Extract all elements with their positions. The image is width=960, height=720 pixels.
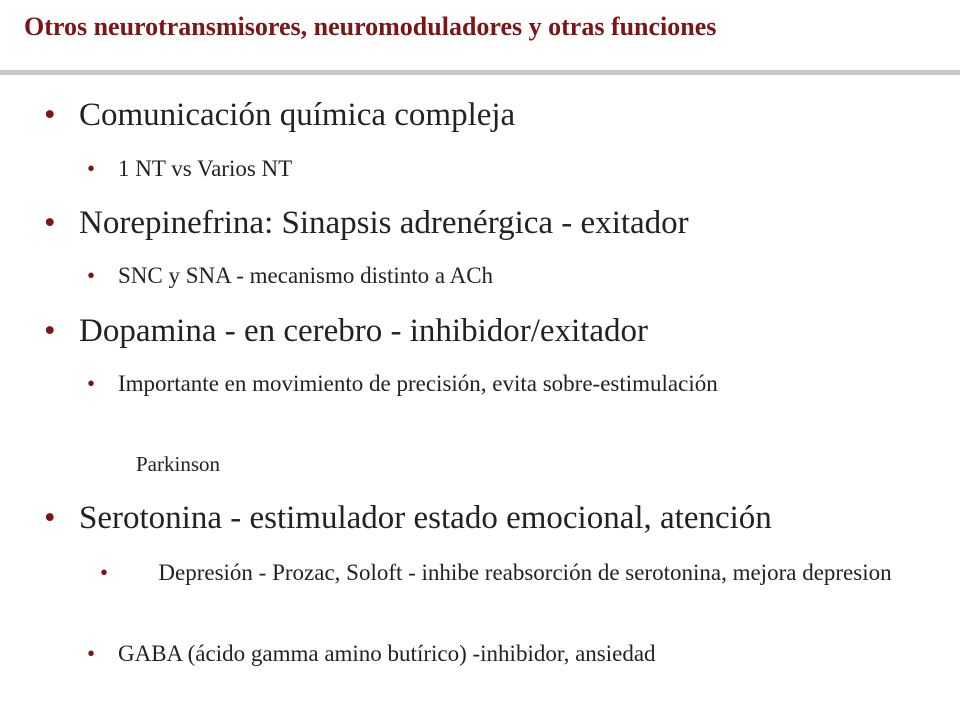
bullet-icon: • [100,560,109,585]
bullet-text: Norepinefrina: Sinapsis adrenérgica - exitador [79,205,689,241]
sub-bullet-depresion [100,560,930,585]
bullet-comunicacion [44,97,515,133]
sub-bullet-nt [87,156,292,181]
sub-bullet-gaba [87,641,656,666]
bullet-text: Dopamina - en cerebro - inhibidor/exitador [79,313,649,349]
bullet-text: Serotonina - estimulador estado emocional, atención [79,500,772,536]
bullet-text: SNC y SNA - mecanismo distinto a ACh [118,263,494,288]
bullet-icon: • [44,205,56,241]
sub-sub-item-parkinson [136,453,220,476]
bullet-text: Depresión - Prozac, Soloft - inhibe reabsorción de serotonina, mejora depresion [158,560,892,585]
bullet-icon: • [44,500,56,536]
bullet-icon: • [44,97,56,133]
sub-bullet-movimiento [87,371,807,396]
sub-bullet-snc [87,263,493,288]
bullet-icon: • [87,263,96,288]
bullet-icon: • [44,313,56,349]
bullet-icon: • [87,371,96,396]
slide-title: Otros neurotransmisores, neuromoduladores y otras funciones [24,12,717,41]
bullet-dopamina [44,313,648,349]
bullet-serotonina [44,500,772,536]
bullet-text: Importante en movimiento de precisión, evita sobre-estimulación [118,371,718,396]
title-divider [0,70,960,75]
bullet-text: Comunicación química compleja [79,97,516,133]
bullet-norepinefrina [44,205,689,241]
bullet-text: 1 NT vs Varios NT [118,156,293,181]
bullet-icon: • [87,156,96,181]
bullet-text: GABA (ácido gamma amino butírico) -inhibidor, ansiedad [118,641,656,666]
bullet-icon: • [87,641,96,666]
item-text: Parkinson [136,452,220,476]
